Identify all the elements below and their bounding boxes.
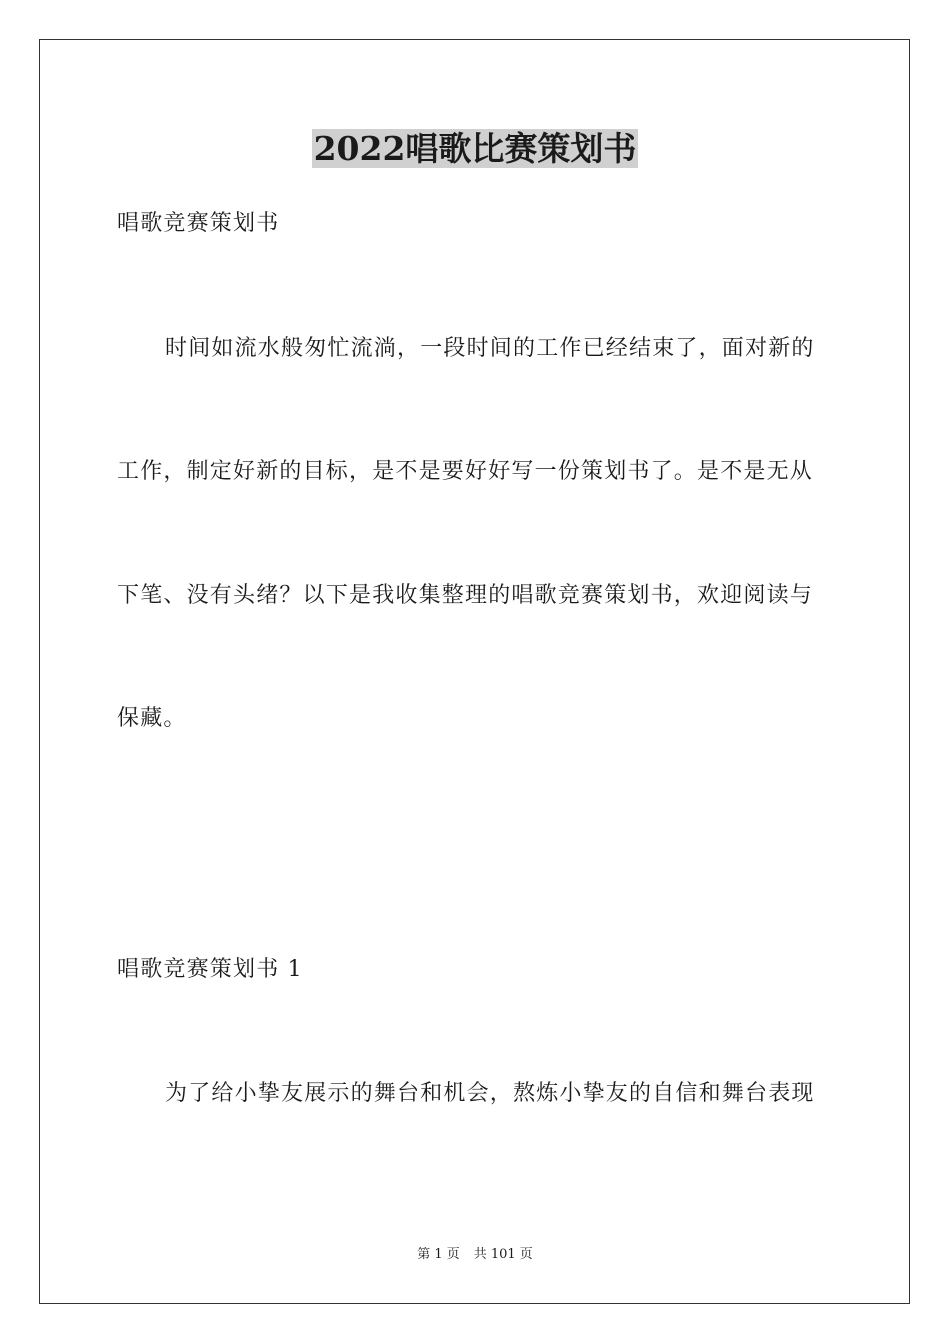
paragraph-line: 为了给小挚友展示的舞台和机会，熬炼小挚友的自信和舞台表现: [165, 1081, 815, 1106]
title-text: 2022唱歌比赛策划书: [313, 129, 637, 168]
paragraph-line: 时间如流水般匆忙流淌，一段时间的工作已经结束了，面对新的: [165, 336, 815, 361]
document-title: [0, 125, 950, 173]
page-number: 第 1 页: [417, 1247, 460, 1262]
page-total: 共 101 页: [473, 1247, 533, 1262]
section-heading: 唱歌竞赛策划书 1: [117, 957, 303, 982]
paragraph-line: 下笔、没有头绪？以下是我收集整理的唱歌竞赛策划书，欢迎阅读与: [117, 583, 814, 608]
paragraph-line: 保藏。: [117, 706, 187, 731]
page-footer: [0, 1246, 950, 1264]
section-heading: 唱歌竞赛策划书: [117, 211, 280, 236]
paragraph-line: 工作，制定好新的目标，是不是要好好写一份策划书了。是不是无从: [117, 459, 814, 484]
